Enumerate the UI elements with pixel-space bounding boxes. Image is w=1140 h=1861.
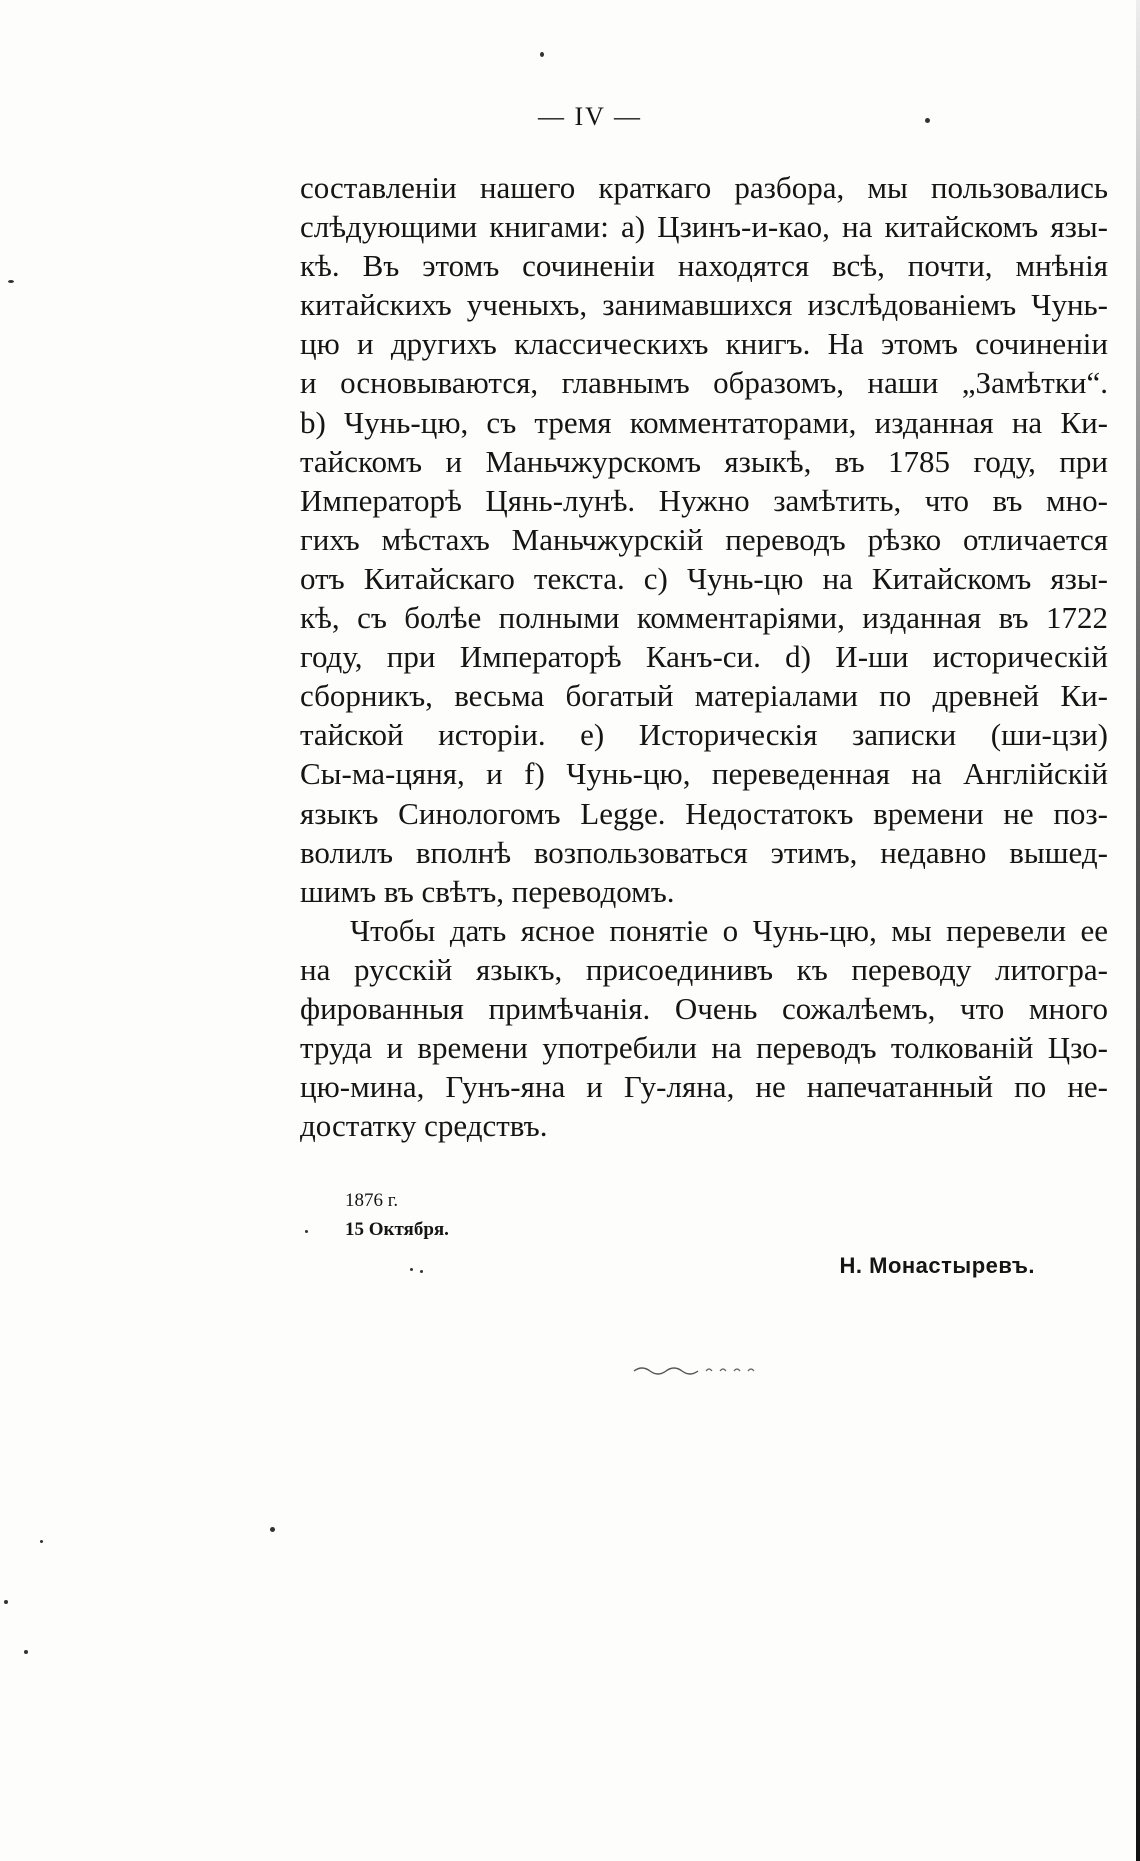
text-line: составленіи нашего краткаго разбора, мы пользовались [300,170,1108,205]
scan-speck [24,1650,28,1654]
main-text [300,168,1108,1145]
page-edge-shadow [1136,0,1140,1861]
author-signature: Н. Монастыревъ. [839,1253,1035,1278]
scan-speck [8,280,14,283]
text-line: китайскихъ ученыхъ, занимавшихся изслѣдованіемъ Чунь- [300,287,1108,323]
scan-speck [40,1540,43,1543]
scan-speck [270,1527,275,1532]
text-line: b) Чунь-цю, съ тремя комментаторами, изданная на Ки- [300,404,1108,440]
text-line: кѣ. Въ этомъ сочиненіи находятся всѣ, почти, мнѣнія [300,248,1108,284]
text-line: цю-мина, Гунъ-яна и Гу-ляна, не напечатанный по не- [300,1069,1108,1105]
text-line: гихъ мѣстахъ Маньчжурскій переводъ рѣзко отличается [300,521,1108,557]
scan-speck [420,1270,423,1273]
text-line: году, при Императорѣ Канъ-си. d) И-ши историческій [300,639,1108,675]
text-line: кѣ, съ болѣе полными комментаріями, изданная въ 1722 [300,600,1108,636]
date-day: 15 Октября. [345,1219,449,1240]
ornament-divider [632,1363,760,1377]
text-line: тайскомъ и Маньчжурскомъ языкѣ, въ 1785 году, при [300,443,1108,479]
text-line: шимъ въ свѣтъ, переводомъ. [300,873,675,909]
text-line: тайской исторіи. e) Историческія записки (ши-цзи) [300,717,1108,753]
text-line: фированныя примѣчанія. Очень сожалѣемъ, что много [300,990,1108,1026]
text-line: Чтобы дать ясное понятіе о Чунь-цю, мы перевели ее [350,912,1108,948]
text-line: сборникъ, весьма богатый матеріалами по древней Ки- [300,678,1108,714]
date-year: 1876 г. [345,1190,399,1211]
text-line: труда и времени употребили на переводъ толкованій Цзо- [300,1030,1108,1066]
scan-speck [410,1268,413,1271]
scan-speck [925,118,930,123]
text-line: языкъ Синологомъ Legge. Недостатокъ времени не поз- [300,795,1108,831]
scan-speck [305,1230,308,1233]
text-line: слѣдующими книгами: а) Цзинъ-и-као, на китайскомъ язы- [300,209,1108,245]
text-line: цю и другихъ классическихъ книгъ. На этомъ сочиненіи [300,326,1108,362]
scan-speck [4,1600,8,1604]
text-line: и основываются, главнымъ образомъ, наши „Замѣтки“. [300,365,1108,401]
text-line: Императорѣ Цянь-лунѣ. Нужно замѣтить, что въ мно- [300,482,1108,518]
page-number: — IV — [538,102,642,131]
text-line: отъ Китайскаго текста. c) Чунь-цю на Китайскомъ язы- [300,560,1108,596]
text-line: волилъ вполнѣ возпользоваться этимъ, недавно вышед- [300,834,1108,870]
text-line: на русскій языкъ, присоединивъ къ переводу литогра- [300,951,1108,987]
scan-speck [540,52,544,57]
text-line: достатку средствъ. [300,1108,548,1144]
text-line: Сы-ма-цяня, и f) Чунь-цю, переведенная на Англійскій [300,756,1108,792]
